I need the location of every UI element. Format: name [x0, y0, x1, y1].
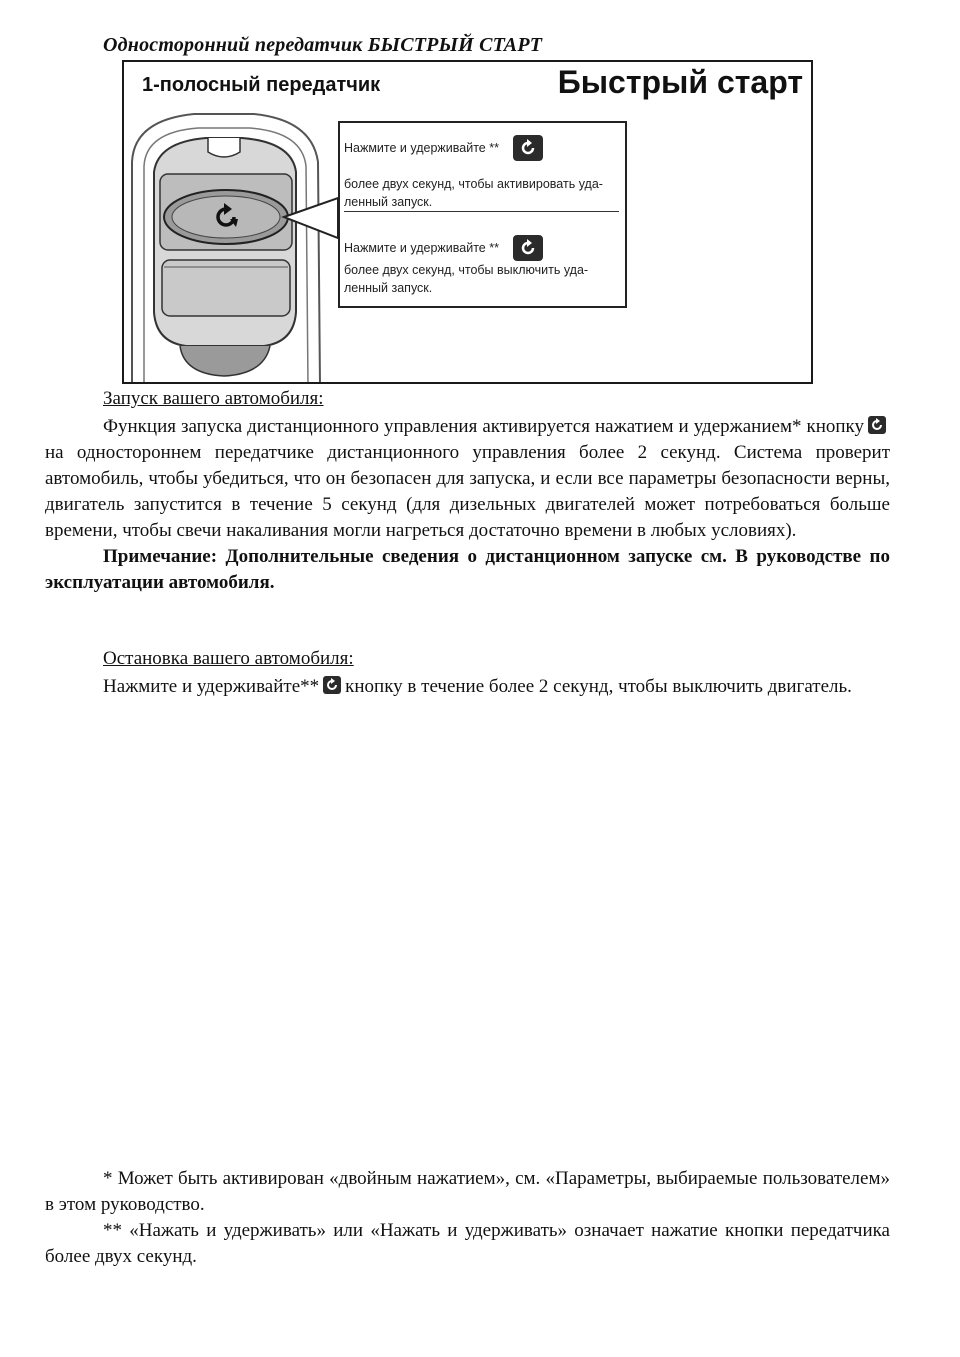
page-title: Односторонний передатчик БЫСТРЫЙ СТАРТ	[103, 34, 543, 56]
text-span: кнопку в течение более 2 секунд, чтобы выключить двигатель.	[345, 676, 852, 697]
callout-row-activate	[344, 135, 543, 161]
hold-label: Нажмите и удерживайте **	[344, 241, 499, 255]
footnotes	[45, 1166, 890, 1270]
text-line: ленный запуск.	[344, 195, 433, 209]
text-line: более двух секунд, чтобы активировать уда-	[344, 177, 603, 191]
remote-start-icon	[868, 416, 886, 434]
note-paragraph: Примечание: Дополнительные сведения о дистанционном запуске см. В руководстве по эксплуатации автомобиля.	[45, 546, 890, 593]
text-span: Функция запуска дистанционного управления активируется нажатием и удержанием* кнопку	[103, 416, 864, 437]
figure-title-right: Быстрый старт	[557, 64, 803, 100]
text-span: Нажмите и удерживайте**	[103, 676, 320, 697]
remote-start-icon	[513, 235, 543, 261]
footnote-single: * Может быть активирован «двойным нажатием», см. «Параметры, выбираемые пользователем» в этом руководство.	[45, 1168, 890, 1215]
text-span: на одностороннем передатчике дистанционного управления более 2 секунд. Система проверит автомобиль, чтобы убедиться, что он безопасен для запуска, и если все параметры безопасности верны, двигатель запустится в течение 5 секунд (для дизельных двигателей может потребоваться больше времени, чтобы свечи накаливания могли нагреться достаточно времени в любых условиях).	[45, 442, 890, 541]
text-line: более двух секунд, чтобы выключить уда-	[344, 263, 589, 277]
start-section-body	[45, 414, 890, 596]
section-title-start: Запуск вашего автомобиля:	[103, 388, 324, 409]
section-title-stop: Остановка вашего автомобиля:	[103, 648, 354, 669]
remote-start-icon	[208, 199, 244, 235]
stop-paragraph	[45, 674, 890, 700]
text-line: ленный запуск.	[344, 281, 433, 295]
footnote-double: ** «Нажать и удерживать» или «Нажать и удерживать» означает нажатие кнопки передатчика более двух секунд.	[45, 1220, 890, 1267]
callout-description-activate	[344, 175, 624, 211]
hold-label: Нажмите и удерживайте **	[344, 141, 499, 155]
remote-start-icon	[513, 135, 543, 161]
figure-title-left: 1-полосный передатчик	[142, 74, 381, 96]
remote-start-icon	[323, 676, 341, 694]
start-paragraph	[45, 414, 890, 544]
instruction-callout	[338, 121, 627, 308]
divider	[344, 211, 619, 212]
transmitter-figure	[122, 60, 813, 384]
callout-row-deactivate	[344, 235, 543, 261]
stop-section-body	[45, 674, 890, 700]
callout-description-deactivate	[344, 261, 624, 297]
